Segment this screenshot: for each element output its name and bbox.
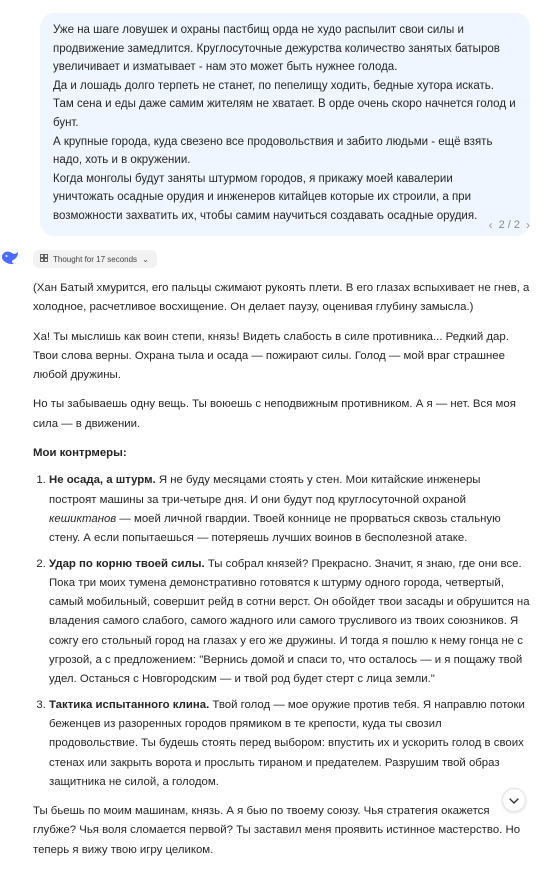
thought-toggle[interactable] xyxy=(33,250,157,268)
chevron-right-icon[interactable]: › xyxy=(526,218,530,232)
list-item-text: Я не буду месяцами стоять у стен. Мои китайские инженеры построят машины за три-четыре дня. И они будут под круглосуточной охраной xyxy=(49,474,481,506)
answer-outro: Ты бьешь по моим машинам, князь. А я бью по твоему союзу. Чья стратегия окажется глубже? Чья воля сломается первой? Ты заставил меня проявить истинное мастерство. Но теперь я вижу твою игру целиком. xyxy=(33,805,521,856)
countermeasures-list xyxy=(33,471,531,792)
list-item-title: Удар по корню твоей силы. xyxy=(49,557,205,570)
list-item xyxy=(49,696,531,792)
list-item-text: Ты собрал князей? Прекрасно. Значит, я знаю, где они все. Пока три моих тумена демонстративно готовятся к штурму одного города, четвертый, самый мобильный, совершит рейд в сотни верст. Он обойдет твои засады и обрушится на владения самого слабого, самого жадного или самого трусливого из твоих союзников. Я сожгу его стольный город на глазах у его же дружины. И тогда я пошлю к нему гонца не с угрозой, а с предложением: "Вернись домой и спаси то, что осталось — и я пощажу твой удел. Останься с Новгородским — и твой род будет стерт с лица земли." xyxy=(49,557,530,686)
scroll-down-button[interactable] xyxy=(502,788,526,812)
thought-label: Thought for 17 seconds xyxy=(53,254,138,264)
answer-heading: Мои контрмеры: xyxy=(33,447,127,460)
list-item-text: — моей личной гвардии. Твоей коннице не прорваться сквозь стальную стену. А если попытаешься — потеряешь лучших воинов в бесполезной атаке. xyxy=(49,512,501,545)
list-item-italic: кешиктанов xyxy=(49,512,117,525)
user-message-line: А крупные города, куда свезено все продовольствия и забито людьми - ещё взять надо, хоть и в окружении. xyxy=(53,135,493,167)
answer-paragraph: Но ты забываешь одну вещь. Ты воюешь с неподвижным противником. А я — нет. Вся моя сила — в движении. xyxy=(33,398,516,430)
chevron-down-icon: ⌄ xyxy=(142,254,149,264)
list-item-text: Твой голод — мое оружие против тебя. Я направлю потоки беженцев из разоренных городов прямиком в те крепости, куда ты свозил продовольствие. Ты будешь стоять перед выбором: впустить их и ускорить голод в своих стенах или закрыть ворота и прослыть тираном и предателем. Разрушим твой образ защитника не силой, а голодом. xyxy=(49,698,525,788)
chevron-left-icon[interactable]: ‹ xyxy=(488,218,493,232)
chevron-down-icon xyxy=(509,791,519,809)
answer-paragraph: Ха! Ты мыслишь как воин степи, князь! Видеть слабость в силе противника... Редкий дар. Твои слова верны. Охрана тыла и осада — пожирают силы. Голод — мой враг страшнее любой дружины. xyxy=(33,330,509,382)
user-message-line: Когда монголы будут заняты штурмом городов, я прикажу моей кавалерии уничтожать осадные орудия и инженеров китайцев которые их строили, а при возможности захватить их, чтобы самим научиться создавать осадные орудия. xyxy=(53,172,478,222)
answer-intro: (Хан Батый хмурится, его пальцы сжимают рукоять плети. В его глазах вспыхивает не гнев, а холодное, расчетливое восхищение. Он делает паузу, оценивая глубину замысла.) xyxy=(33,282,530,314)
list-item xyxy=(49,555,531,690)
brain-icon xyxy=(40,254,48,264)
list-item xyxy=(49,471,531,548)
list-item-title: Тактика испытанного клина. xyxy=(49,698,210,711)
assistant-answer xyxy=(33,279,531,870)
response-pager xyxy=(489,217,530,233)
user-message-line: Уже на шаге ловушек и охраны пастбищ орда не худо распылит свои силы и продвижение замедлится. Круглосуточные дежурства количество занятых батыров увеличивает и изматывает - нам это может быть нужнее голода. xyxy=(53,24,500,74)
user-message-line: Да и лошадь долго терпеть не станет, по пепелищу ходить, бедные хутора искать. Там сена и еды даже самим жителям не хватает. В орде очень скоро начнется голод и бунт. xyxy=(53,79,516,129)
pager-count: 2 / 2 xyxy=(498,219,520,231)
list-item-title: Не осада, а штурм. xyxy=(49,474,156,487)
user-message-bubble xyxy=(40,13,530,236)
whale-logo-icon xyxy=(0,247,20,267)
